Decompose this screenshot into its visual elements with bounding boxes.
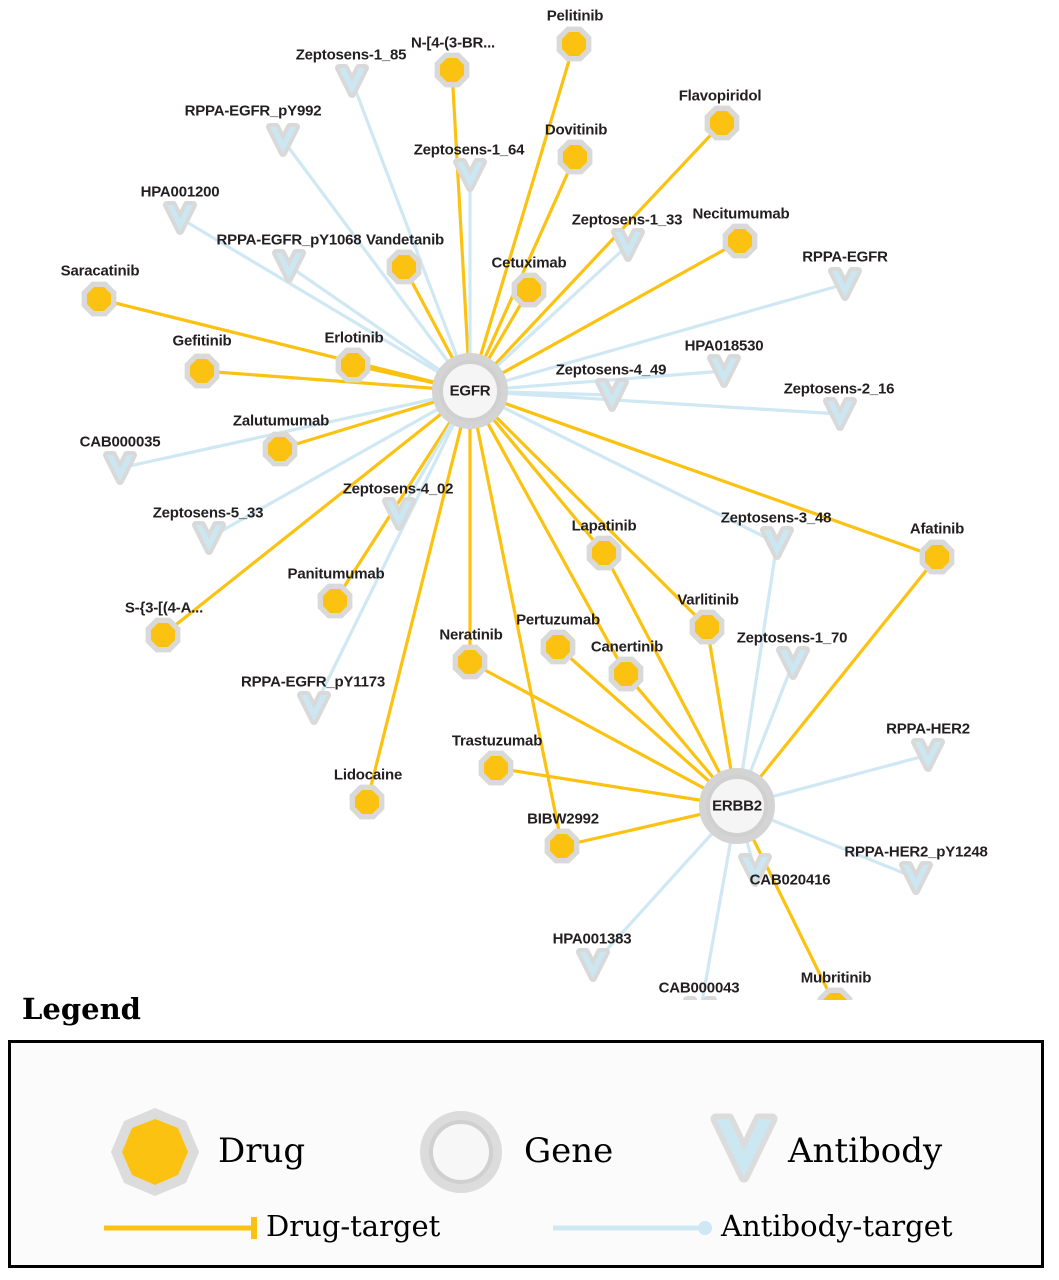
antibody-node-zeptosens-1-64[interactable]	[457, 162, 483, 188]
drug-glyph	[546, 635, 570, 659]
legend-drug-icon	[118, 1115, 192, 1189]
drug-label-varlitinib: Varlitinib	[677, 591, 739, 609]
drug-node-pertuzumab[interactable]	[544, 633, 572, 661]
drug-glyph	[458, 650, 482, 674]
antibody-label-zeptosens-1-64: Zeptosens-1_64	[413, 141, 525, 159]
legend-label-drug: Drug	[218, 1131, 306, 1171]
antibody-node-rppa-her2-py1248[interactable]	[903, 865, 929, 891]
legend-label-antibody: Antibody	[788, 1131, 943, 1171]
drug-node-erlotinib[interactable]	[339, 351, 367, 379]
edge-drug-pelitinib	[470, 44, 574, 391]
drug-label-lidocaine: Lidocaine	[333, 766, 403, 784]
legend-antibody-icon	[716, 1119, 772, 1177]
drug-label-bibw2992: BIBW2992	[527, 810, 599, 828]
antibody-label-cab000043: CAB000043	[658, 979, 740, 997]
drug-glyph	[323, 589, 347, 613]
antibody-node-rppa-egfr-py992[interactable]	[270, 127, 296, 153]
antibody-label-zeptosens-1-70: Zeptosens-1_70	[736, 629, 848, 647]
antibody-label-rppa-her2: RPPA-HER2	[886, 720, 970, 738]
antibody-node-zeptosens-4-02[interactable]	[386, 501, 412, 527]
legend-gene-icon	[426, 1117, 496, 1187]
edge-drug-varlitinib-egfr	[470, 391, 707, 627]
antibody-label-hpa001383: HPA001383	[552, 930, 632, 948]
drug-node-zalutumumab[interactable]	[266, 435, 294, 463]
drug-label-n-4-3-br: N-[4-(3-BR...	[410, 34, 496, 52]
legend-label-antibody-target: Antibody-target	[721, 1209, 953, 1243]
drug-node-varlitinib[interactable]	[693, 613, 721, 641]
drug-glyph	[440, 58, 464, 82]
drug-glyph	[614, 662, 638, 686]
legend-box	[8, 1040, 1044, 1268]
drug-node-afatinib[interactable]	[923, 543, 951, 571]
drug-node-trastuzumab[interactable]	[482, 754, 510, 782]
drug-glyph	[592, 541, 616, 565]
drug-label-zalutumumab: Zalutumumab	[232, 412, 330, 430]
drug-glyph	[484, 756, 508, 780]
drug-node-s-3-4-a[interactable]	[149, 621, 177, 649]
drug-label-erlotinib: Erlotinib	[324, 329, 384, 347]
gene-label-egfr: EGFR	[449, 382, 491, 400]
antibody-label-zeptosens-5-33: Zeptosens-5_33	[152, 504, 264, 522]
drug-label-canertinib: Canertinib	[590, 638, 664, 656]
drug-glyph	[87, 287, 111, 311]
drug-node-lidocaine[interactable]	[353, 788, 381, 816]
antibody-node-rppa-egfr-py1068[interactable]	[276, 253, 302, 279]
drug-node-bibw2992[interactable]	[548, 832, 576, 860]
edge-ab-rppa-egfr-py992	[283, 140, 470, 391]
antibody-node-zeptosens-1-85[interactable]	[339, 68, 365, 94]
drug-node-canertinib[interactable]	[612, 660, 640, 688]
antibody-label-rppa-egfr-py1068: RPPA-EGFR_pY1068	[216, 231, 362, 249]
drug-label-gefitinib: Gefitinib	[172, 332, 232, 350]
drug-label-cetuximab: Cetuximab	[491, 254, 567, 272]
drug-glyph	[355, 790, 379, 814]
edge-drug-afatinib-erbb2	[737, 557, 937, 806]
drug-glyph	[151, 623, 175, 647]
drug-node-vandetanib[interactable]	[390, 253, 418, 281]
drug-label-pertuzumab: Pertuzumab	[516, 611, 600, 629]
drug-glyph	[563, 145, 587, 169]
legend-title: Legend	[22, 992, 141, 1026]
antibody-label-hpa018530: HPA018530	[684, 337, 764, 355]
antibody-node-zeptosens-3-48[interactable]	[764, 530, 790, 556]
drug-label-panitumumab: Panitumumab	[287, 565, 385, 583]
antibody-node-zeptosens-2-16[interactable]	[827, 401, 853, 427]
antibody-label-hpa001200: HPA001200	[140, 183, 220, 201]
drug-glyph	[550, 834, 574, 858]
drug-label-vandetanib: Vandetanib	[365, 231, 445, 249]
drug-label-afatinib: Afatinib	[909, 520, 965, 538]
antibody-label-rppa-egfr: RPPA-EGFR	[802, 248, 888, 266]
antibody-label-rppa-her2-py1248: RPPA-HER2_pY1248	[844, 843, 988, 861]
drug-glyph	[268, 437, 292, 461]
drug-glyph	[341, 353, 365, 377]
edge-ab-rppa-egfr-py1173	[314, 391, 470, 708]
drug-node-panitumumab[interactable]	[321, 587, 349, 615]
drug-node-neratinib[interactable]	[456, 648, 484, 676]
drug-label-trastuzumab: Trastuzumab	[451, 732, 543, 750]
drug-glyph	[710, 111, 734, 135]
drug-label-pelitinib: Pelitinib	[546, 7, 604, 25]
drug-glyph	[562, 32, 586, 56]
drug-node-n-4-3-br[interactable]	[438, 56, 466, 84]
legend-drug-target-edge	[104, 1217, 254, 1239]
drug-node-saracatinib[interactable]	[85, 285, 113, 313]
antibody-node-rppa-egfr-py1173[interactable]	[301, 695, 327, 721]
drug-label-neratinib: Neratinib	[439, 626, 503, 644]
drug-label-s-3-4-a: S-{3-[(4-A...	[124, 599, 204, 617]
edge-drug-n-4-3-br	[452, 70, 470, 391]
drug-label-flavopiridol: Flavopiridol	[678, 87, 762, 105]
edge-ab-zeptosens-3-48-erbb2	[737, 543, 777, 806]
drug-node-necitumumab[interactable]	[726, 227, 754, 255]
drug-glyph	[695, 615, 719, 639]
drug-glyph	[517, 278, 541, 302]
antibody-label-zeptosens-2-16: Zeptosens-2_16	[783, 380, 895, 398]
antibody-node-rppa-her2[interactable]	[915, 742, 941, 768]
drug-node-lapatinib[interactable]	[590, 539, 618, 567]
antibody-node-cab000035[interactable]	[107, 455, 133, 481]
drug-glyph	[392, 255, 416, 279]
antibody-label-cab020416: CAB020416	[749, 871, 831, 889]
drug-node-dovitinib[interactable]	[561, 143, 589, 171]
drug-node-gefitinib[interactable]	[188, 357, 216, 385]
antibody-label-zeptosens-3-48: Zeptosens-3_48	[720, 509, 832, 527]
antibody-label-zeptosens-4-02: Zeptosens-4_02	[342, 480, 454, 498]
gene-label-erbb2: ERBB2	[712, 797, 762, 815]
legend-label-gene: Gene	[524, 1131, 614, 1171]
drug-glyph	[728, 229, 752, 253]
antibody-node-hpa001383[interactable]	[580, 952, 606, 978]
drug-node-cetuximab[interactable]	[515, 276, 543, 304]
antibody-node-zeptosens-5-33[interactable]	[196, 525, 222, 551]
drug-glyph	[190, 359, 214, 383]
drug-label-saracatinib: Saracatinib	[60, 262, 140, 280]
antibody-label-zeptosens-1-85: Zeptosens-1_85	[295, 46, 407, 64]
antibody-node-rppa-egfr[interactable]	[832, 271, 858, 297]
antibody-label-cab000035: CAB000035	[79, 433, 161, 451]
antibody-label-zeptosens-1-33: Zeptosens-1_33	[571, 211, 683, 229]
drug-label-mubritinib: Mubritinib	[800, 969, 872, 987]
drug-node-pelitinib[interactable]	[560, 30, 588, 58]
drug-label-necitumumab: Necitumumab	[692, 205, 790, 223]
antibody-node-hpa018530[interactable]	[711, 358, 737, 384]
legend-label-drug-target: Drug-target	[266, 1209, 441, 1243]
antibody-node-zeptosens-4-49[interactable]	[599, 382, 625, 408]
antibody-label-rppa-egfr-py992: RPPA-EGFR_pY992	[184, 102, 322, 120]
drug-glyph	[925, 545, 949, 569]
antibody-label-zeptosens-4-49: Zeptosens-4_49	[555, 361, 667, 379]
antibody-node-hpa001200[interactable]	[167, 205, 193, 231]
drug-node-flavopiridol[interactable]	[708, 109, 736, 137]
antibody-node-zeptosens-1-70[interactable]	[780, 650, 806, 676]
antibody-label-rppa-egfr-py1173: RPPA-EGFR_pY1173	[240, 673, 386, 691]
drug-label-lapatinib: Lapatinib	[571, 517, 637, 535]
drug-label-dovitinib: Dovitinib	[544, 121, 608, 139]
legend-antibody-target-edge	[553, 1221, 712, 1235]
drug-node-mubritinib[interactable]	[821, 991, 849, 1000]
